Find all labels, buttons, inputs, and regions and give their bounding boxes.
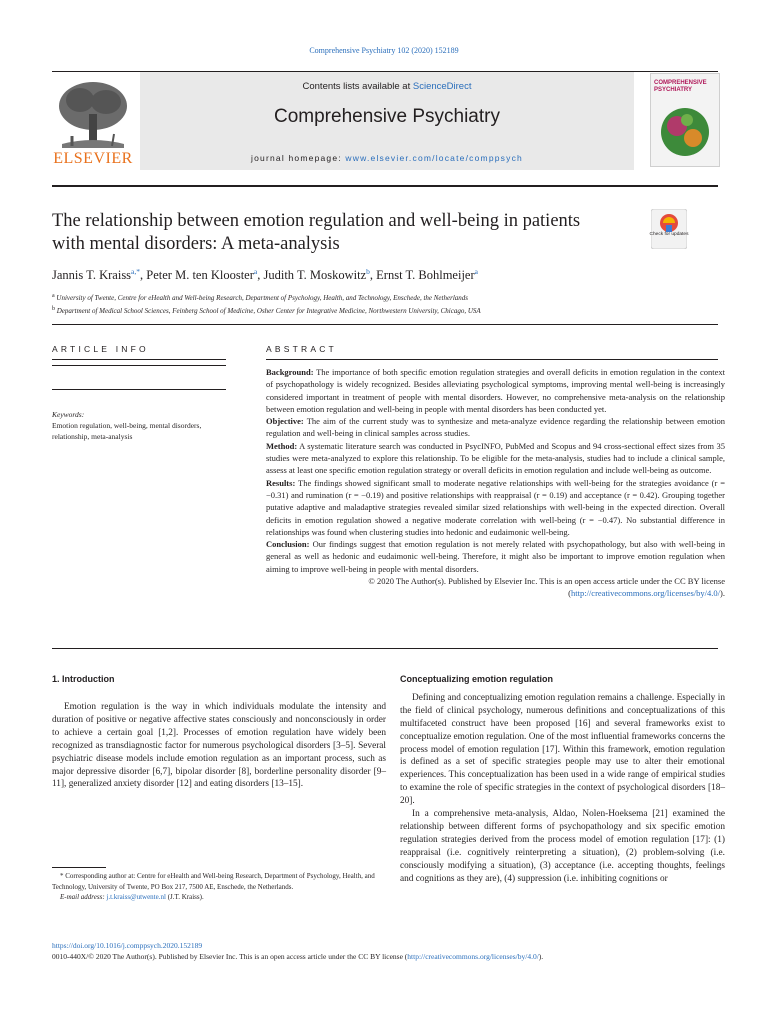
journal-cover-image xyxy=(650,73,720,167)
author[interactable]: Judith T. Moskowitz xyxy=(263,268,367,282)
affiliations xyxy=(52,291,712,317)
abstract-conclusion xyxy=(266,538,725,575)
abstract-objective xyxy=(266,415,725,440)
doi-link[interactable]: https://doi.org/10.1016/j.comppsych.2020.152189 xyxy=(52,941,203,950)
abstract-label: Background: xyxy=(266,367,314,377)
author[interactable]: Ernst T. Bohlmeijer xyxy=(376,268,475,282)
author[interactable]: Jannis T. Kraiss xyxy=(52,268,132,282)
footnote-text xyxy=(52,871,386,892)
affiliation-mark: a xyxy=(52,293,55,299)
footnote-rule xyxy=(52,867,106,868)
copyright-end: ). xyxy=(720,588,725,599)
cc-license-link[interactable]: http://creativecommons.org/licenses/by/4.0/ xyxy=(570,588,721,599)
abstract-text: The importance of both specific emotion regulation strategies and overall deficits in emotion regulation in the context of psychopathology is widely recognized. Besides alleviating psychological symptoms, improving mental well-being is increasingly considered important in treatment of people with mental disorders. However, no comprehensive meta-analysis on the relationship between emotion regulation and well-being in people with mental disorders has been conducted yet. xyxy=(266,367,725,414)
left-column xyxy=(52,673,386,692)
elsevier-wordmark: ELSEVIER xyxy=(53,150,133,167)
abstract-label: Method: xyxy=(266,440,298,451)
conceptualizing-paragraph-2: In a comprehensive meta-analysis, Aldao, Nolen-Hoeksema [21] examined the relationship between different forms of psychopathology and six specific emotion regulation strategies derived from the process model of emotion regulation [17]: (1) reappraisal (i.e. cognitively reinterpreting a situation), (2) problem-solving (i.e. consciously modifying a situation), (3) acceptance (i.e. accepting thoughts, feelings and cognitions as they are), (4) suppression (i.e. inhibiting cognitions or xyxy=(400,809,725,884)
abstract-label: Results: xyxy=(266,477,296,488)
keywords-label: Keywords: xyxy=(52,410,85,419)
abstract-method xyxy=(266,440,725,477)
abstract-bottom-rule xyxy=(52,648,718,649)
check-for-updates-label[interactable]: Check for updates xyxy=(649,232,689,237)
author-affiliation-mark[interactable]: a, xyxy=(131,267,137,276)
cover-illustration xyxy=(657,102,713,162)
footnote-email xyxy=(52,892,386,903)
author-affiliation-mark[interactable]: a xyxy=(253,267,258,276)
license-link[interactable]: http://creativecommons.org/licenses/by/4.0/ xyxy=(407,952,539,961)
header-rule xyxy=(52,185,718,187)
affiliation-rule xyxy=(52,324,718,325)
right-column xyxy=(400,673,725,886)
journal-title: Comprehensive Psychiatry xyxy=(274,106,500,127)
footnote-star: * xyxy=(60,872,64,880)
conceptualizing-paragraph-1: Defining and conceptualizing emotion regulation remains a challenge. Especially in the field of clinical psychology, numerous definitions and conceptualizations of this multifaceted construct have been proposed [16] and several frameworks exist to conceptualize emotion regulation. One of the most influential frameworks concerns the process model of emotion regulation [17]. Within this framework, emotion regulation is defined as a set of specific strategies people may use to alter their emotional experiences. This conceptualization has been used in a wide range of empirical studies to examine the role of specific strategies in the context of psychological disorders [18–20]. xyxy=(400,692,725,807)
license-line xyxy=(52,952,732,961)
author-affiliation-mark[interactable]: b xyxy=(366,267,370,276)
article-info-rule xyxy=(52,389,226,390)
email-suffix: (J.T. Kraiss). xyxy=(165,893,204,901)
contents-line xyxy=(140,81,634,92)
homepage-line xyxy=(140,153,634,163)
abstract-text: Our findings suggest that emotion regulation is not merely related with psychopathology, but also with well-being in general as well as hedonic and eudaimonic well-being. Therefore, it might also be important to improve emotion regulation when aiming to improve well-being in people with mental disorders. xyxy=(266,539,725,574)
affiliation-text: University of Twente, Centre for eHealth and Well-being Research, Department of Psychology, Health, and Technology, Enschede, the Netherlands xyxy=(56,294,468,302)
footnote-body: Corresponding author at: Centre for eHealth and Well-being Research, Department of Psychology, Health, and Technology, University of Twente, PO Box 217, 7500 AE, Enschede, the Netherlands. xyxy=(52,872,375,891)
author[interactable]: Peter M. ten Klooster xyxy=(146,268,254,282)
author-separator: , xyxy=(369,268,377,282)
corresponding-author-mark[interactable]: * xyxy=(136,267,141,276)
author-separator: , xyxy=(257,268,264,282)
affiliation-b xyxy=(52,304,712,317)
sciencedirect-link[interactable]: ScienceDirect xyxy=(412,81,472,92)
contents-prefix: Contents lists available at xyxy=(302,81,413,92)
license-suffix: ). xyxy=(538,952,544,961)
introduction-paragraph: Emotion regulation is the way in which individuals modulate the intensity and duration of positive or negative affective states consciously and nonconsciously in order to achieve a certain goal [1,2]. Processes of emotion regulation have widely been recognized as transdiagnostic factor for numerous psychological disorders [3–5]. Several psychiatric disease models include emotion regulation as an important process, such as major depressive disorder [6,7], bipolar disorder [8], borderline personality disorder [9–11], generalized anxiety disorder [12] and eating disorders [13–15]. xyxy=(52,702,386,790)
keywords-text: Emotion regulation, well-being, mental disorders, relationship, meta-analysis xyxy=(52,421,202,441)
homepage-link[interactable]: www.elsevier.com/locate/comppsych xyxy=(345,153,523,163)
author-list xyxy=(52,267,712,283)
article-info-heading: ARTICLE INFO xyxy=(52,344,149,354)
abstract-body xyxy=(266,366,725,600)
affiliation-text: Department of Medical School Sciences, Feinberg School of Medicine, Osher Center for Integrative Medicine, Northwestern University, Chicago, USA xyxy=(56,307,481,315)
author-affiliation-mark[interactable]: a xyxy=(474,267,478,276)
introduction-heading: 1. Introduction xyxy=(52,674,115,684)
abstract-text: The aim of the current study was to synthesize and meta-analyze evidence regarding the relationship between emotion regulation and well-being in clinical samples across studies. xyxy=(266,416,725,439)
copyright-text: © 2020 The Author(s). Published by Elsevier Inc. This is an open access article under the CC BY license ( xyxy=(368,576,725,599)
abstract-label: Objective: xyxy=(266,416,304,427)
article-title: The relationship between emotion regulation and well-being in patients with mental disorders: A meta-analysis xyxy=(52,211,581,254)
author-separator: , xyxy=(140,268,147,282)
article-info-rule xyxy=(52,359,226,360)
email-label: E-mail address: xyxy=(60,893,107,901)
abstract-copyright xyxy=(266,575,725,600)
abstract-text: A systematic literature search was conducted in PsycINFO, PubMed and Scopus and 94 cross-sectional effect sizes from 35 studies were meta-analyzed to explore this relationship. To be eligible for the meta-analysis, studies had to include a clinical sample, assess at least one specific emotion regulation strategy or overall deficits in emotion regulation and include well-being as outcome. xyxy=(266,440,725,476)
email-link[interactable]: j.t.kraiss@utwente.nl xyxy=(106,893,166,901)
abstract-background xyxy=(266,366,725,415)
affiliation-mark: b xyxy=(52,306,55,312)
check-for-updates-icon[interactable] xyxy=(651,209,687,249)
affiliation-a xyxy=(52,291,712,304)
abstract-rule xyxy=(266,359,718,360)
abstract-label: Conclusion: xyxy=(266,539,310,550)
license-prefix: 0010-440X/© 2020 The Author(s). Published by Elsevier Inc. This is an open access article under the CC BY license ( xyxy=(52,952,408,961)
abstract-results xyxy=(266,477,725,538)
abstract-text: The findings showed significant small to moderate negative relationships with well-being for the strategies avoidance (r = −0.31) and rumination (r = −0.19) and positive relationships with reappraisal (r = 0.19) and acceptance (r = 0.42). Grouping together putative adaptive and maladaptive strategies revealed similar sized relationships with well-being in the expected direction. Overall deficits in emotion regulation showed a negative moderate correlation with well-being (r = −0.47). No substantial difference in relationships was found when clustering studies into hedonic and eudaimonic well-being. xyxy=(266,477,725,537)
article-info-rule xyxy=(52,365,226,366)
journal-reference[interactable]: Comprehensive Psychiatry 102 (2020) 152189 xyxy=(309,46,459,55)
homepage-prefix: journal homepage: xyxy=(251,153,346,163)
abstract-heading: ABSTRACT xyxy=(266,344,337,354)
cover-title: COMPREHENSIVE PSYCHIATRY xyxy=(654,80,707,93)
conceptualizing-heading: Conceptualizing emotion regulation xyxy=(400,674,553,684)
corresponding-author-footnote xyxy=(52,871,386,903)
